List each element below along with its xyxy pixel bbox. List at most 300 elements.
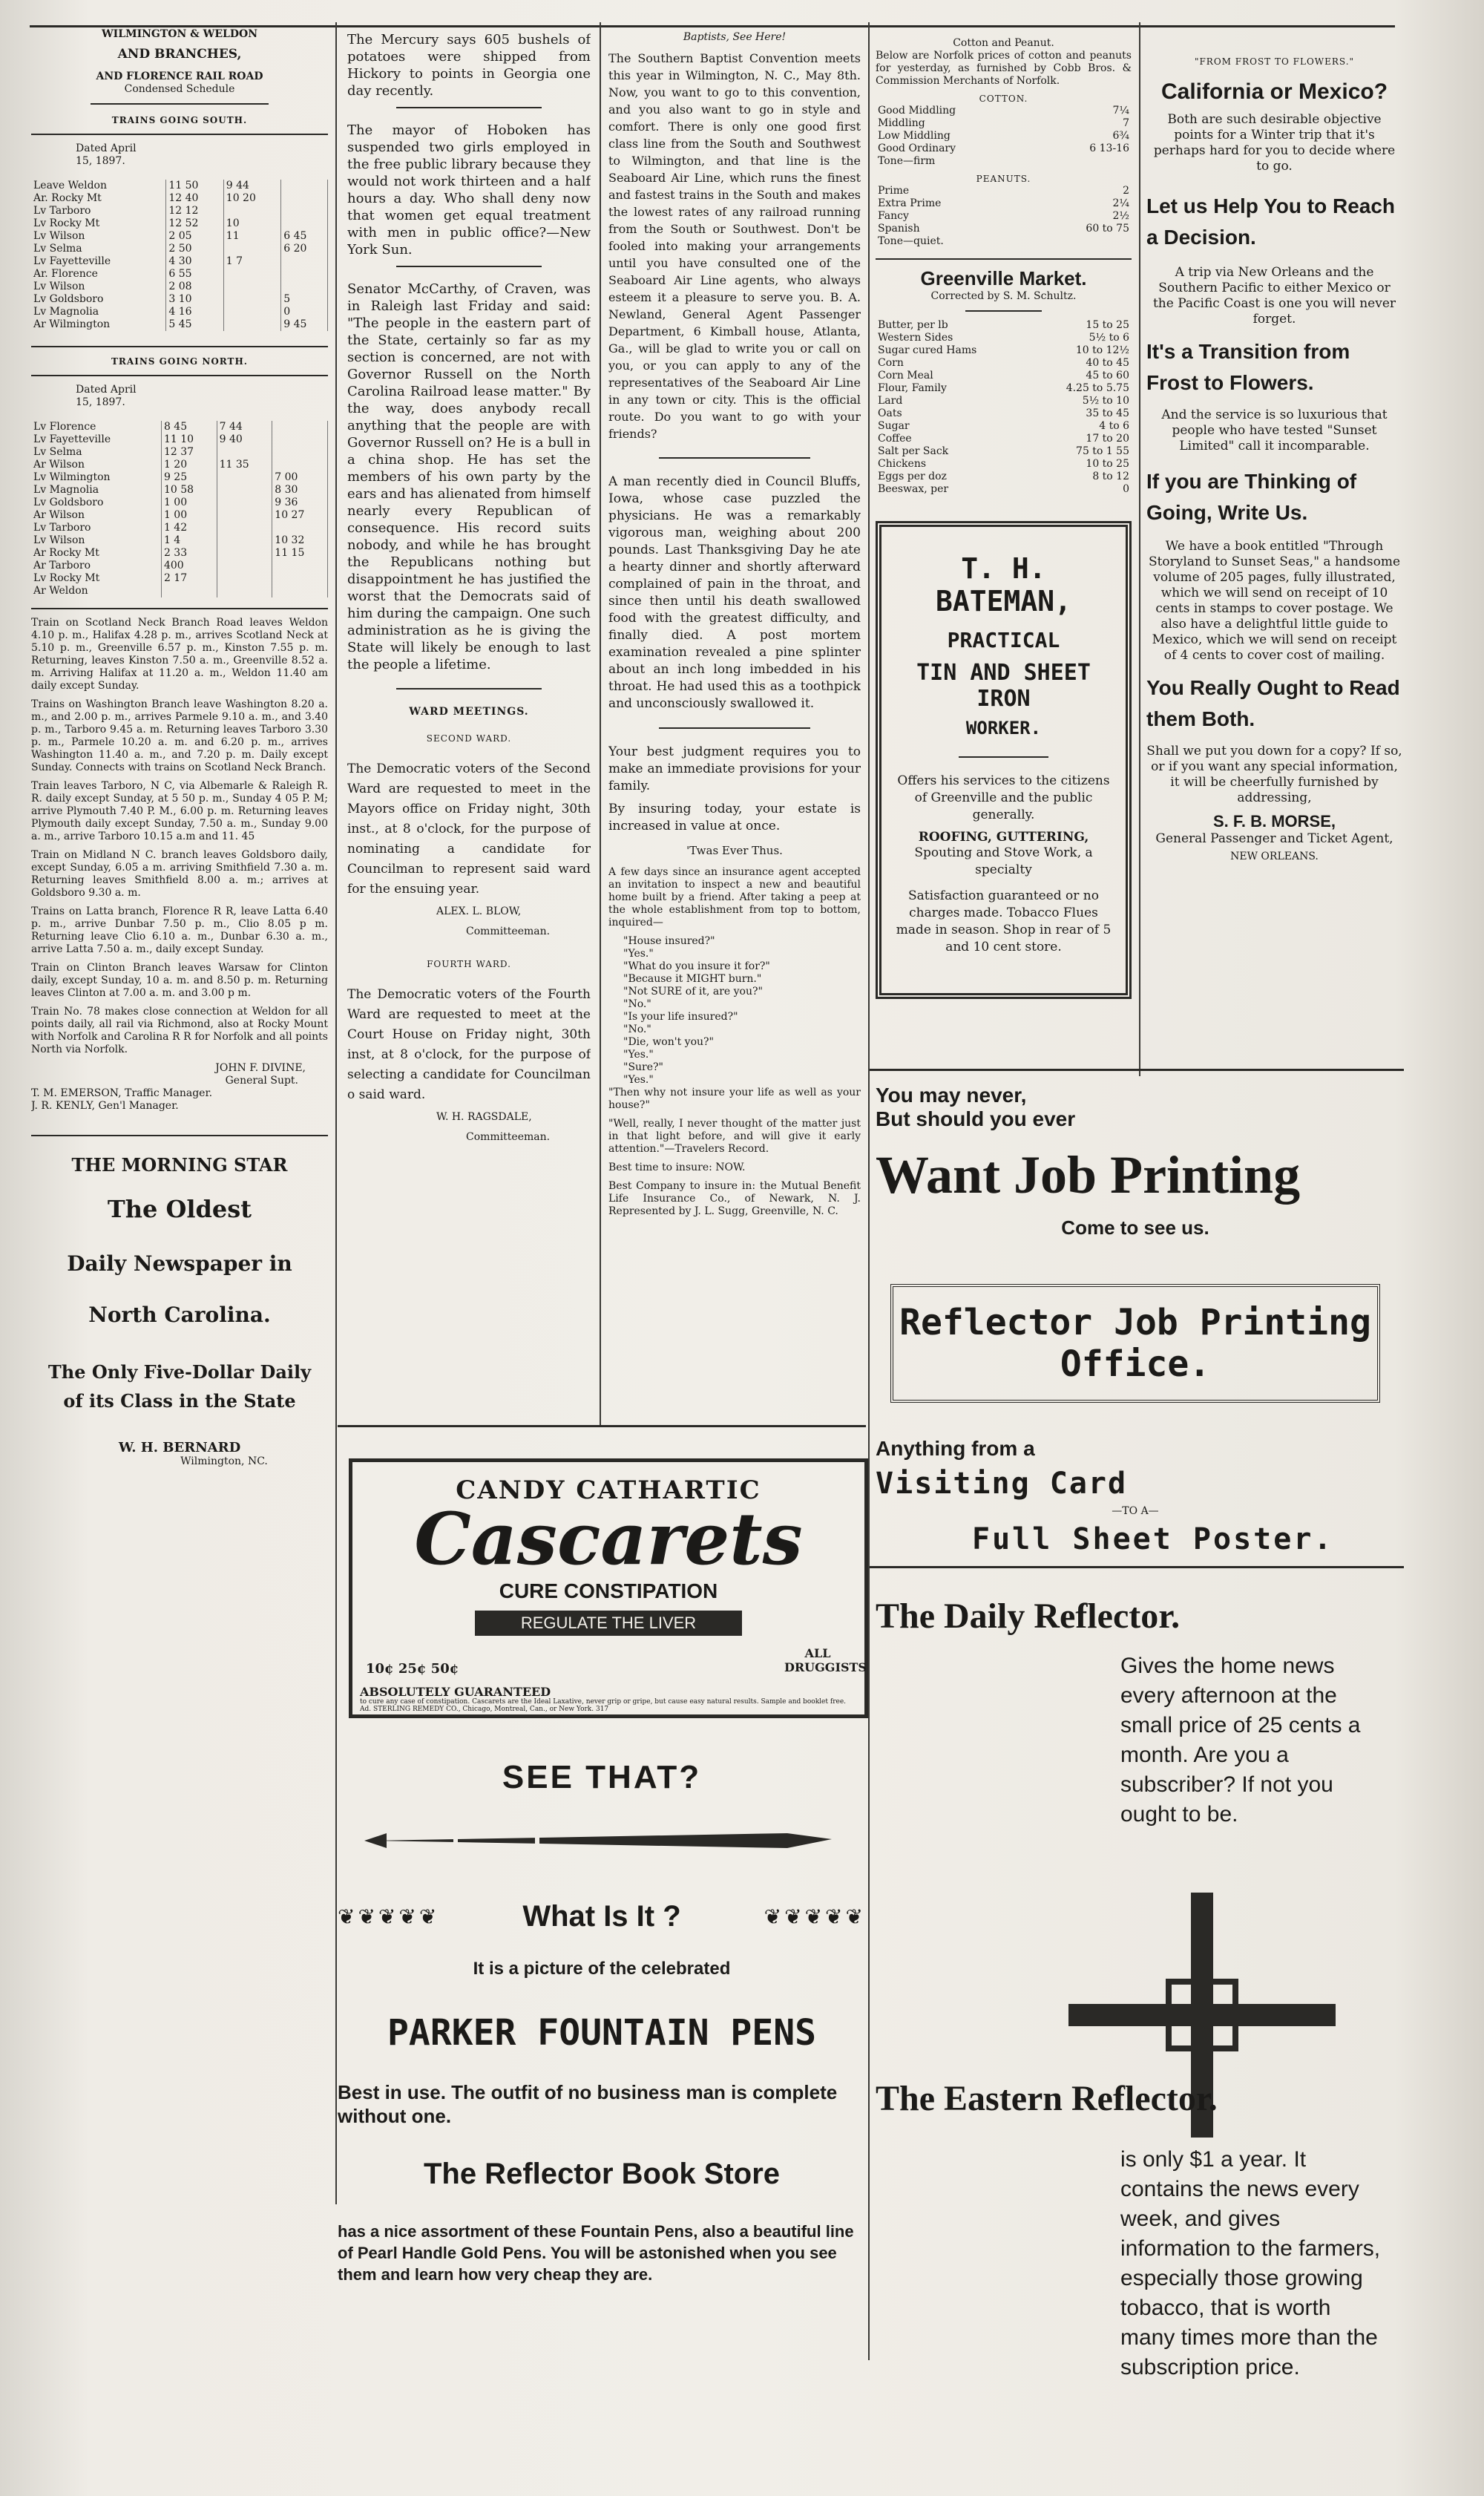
north-cell — [272, 572, 328, 585]
cotton-cell: Good Ordinary — [878, 143, 956, 154]
cotton-cell: 6¾ — [1112, 130, 1129, 142]
divider — [396, 107, 542, 108]
peanut-label: PEANUTS. — [976, 174, 1031, 184]
calif-para: Both are such desirable objective points for a Winter trip that it's perhaps hard for you to decide where to go. — [1153, 112, 1396, 174]
branch-notice: Trains on Washington Branch leave Washington 8.20 a. m., and 2.00 p. m., arrives Parmele 9.10 a. m., and 3.40 p. m., Tarboro 9.45 a. m. Returning leaves Tarboro 3.30 p. m., Parmele 10.20 a. m. and 6.20 p. m., arrives Washington 11.40 a. m., and 7.20 p. m. Daily except Sunday. Connects with trains on Scotland Neck Branch. — [31, 698, 328, 773]
dialog-line: "Sure?" — [623, 1061, 663, 1073]
fourth-ward-heading: FOURTH WARD. — [427, 959, 511, 969]
south-cell — [281, 217, 328, 230]
sig-kenly: J. R. KENLY, Gen'l Manager. — [31, 1100, 179, 1112]
divider — [31, 1135, 328, 1136]
greenville-cell: Corn Meal — [878, 370, 933, 381]
south-cell: Lv Goldsboro — [31, 293, 166, 306]
greenville-cell: Butter, per lb — [878, 319, 948, 331]
cotton-row — [876, 117, 1132, 130]
job-line1: You may never, — [876, 1084, 1027, 1107]
north-cell: 9 25 — [161, 471, 217, 484]
south-cell: 4 30 — [166, 255, 223, 268]
twas-end: "Then why not insure your life as well as your house?" — [608, 1087, 861, 1111]
job-printing-ad — [876, 1084, 1395, 1603]
south-row — [31, 243, 328, 255]
north-cell: 8 30 — [272, 484, 328, 497]
north-cell — [161, 585, 217, 597]
greenville-row — [876, 344, 1132, 357]
branch-notice: Train on Scotland Neck Branch Road leaves Weldon 4.10 p. m., Halifax 4.28 p. m., arrives Scotland Neck at 5.10 p. m., Greenville 6.57 p. m., Kinston 7.55 p. m. Returning, leaves Kinston 7.50 a. m., Greenville 8.52 a. m. Arriving Halifax at 11.20 a. m., Weldon 11.40 am daily except Sunday. — [31, 617, 328, 692]
job-want: Want Job Printing — [876, 1145, 1301, 1205]
north-cell: 8 45 — [161, 421, 217, 433]
greenville-cell: Sugar cured Hams — [878, 344, 977, 356]
north-cell: Ar Wilson — [31, 509, 161, 522]
greenville-cell: Flour, Family — [878, 382, 947, 394]
north-cell — [272, 585, 328, 597]
north-cell: 10 58 — [161, 484, 217, 497]
job-visiting: Visiting Card — [876, 1467, 1128, 1501]
greenville-cell: 5½ to 10 — [1082, 395, 1129, 407]
greenville-cell: 17 to 20 — [1086, 433, 1129, 445]
cotton-cell: 7¼ — [1112, 105, 1129, 117]
south-timetable — [31, 180, 328, 331]
south-cell — [223, 281, 280, 293]
column-rule — [600, 22, 601, 1425]
rr-schedule-label: Condensed Schedule — [124, 83, 235, 95]
column-rule — [335, 22, 337, 2204]
cotton-cell: 6 13-16 — [1089, 143, 1129, 154]
cascarets-candy: CANDY CATHARTIC — [456, 1475, 761, 1505]
eastern-para: is only $1 a year. It contains the news every week, and gives information to the farmers, especially those growing tobacco, that is worth many times more than the subscription price. — [1120, 2147, 1381, 2379]
south-heading: TRAINS GOING SOUTH. — [111, 115, 248, 125]
greenville-cell: Corn — [878, 357, 904, 369]
south-cell — [281, 180, 328, 192]
greenville-cell: 10 to 25 — [1086, 458, 1129, 470]
divider — [959, 756, 1048, 758]
greenville-row — [876, 471, 1132, 483]
south-cell: 3 10 — [166, 293, 223, 306]
greenville-cell: 15 to 25 — [1086, 319, 1129, 331]
cotton-cell: Low Middling — [878, 130, 951, 142]
dialog-line: "What do you insure it for?" — [623, 960, 770, 972]
greenville-cell: Lard — [878, 395, 903, 407]
railroad-column — [31, 22, 328, 2464]
greenville-sub: Corrected by S. M. Schultz. — [930, 290, 1077, 302]
north-cell — [217, 509, 272, 522]
peanut-row — [876, 185, 1132, 197]
north-cell: 2 17 — [161, 572, 217, 585]
north-row — [31, 522, 328, 534]
dialog-line: "No." — [623, 998, 651, 1010]
divider — [31, 375, 328, 376]
peanut-row — [876, 235, 1132, 248]
iowa-article: A man recently died in Council Bluffs, Iowa, whose case puzzled the physicians. He was a remarkably vigorous man, weighing about 200 pounds. Last Thanksgiving Day he ate a hearty dinner and shortly afterward complained of pain in the throat, and since then until his death swallowed food with the greatest difficulty, and finally died. A post mortem examination revealed a pine splinter about an inch long imbedded in his throat. He had used this as a toothpick and unconsciously swallowed it. — [608, 474, 861, 711]
bateman-name: T. H. BATEMAN, — [935, 552, 1072, 618]
south-cell — [281, 205, 328, 217]
divider — [91, 103, 269, 105]
south-cell — [223, 318, 280, 331]
southern-pacific-ad — [1146, 22, 1402, 1076]
trans-heading: It's a Transition from Frost to Flowers. — [1146, 340, 1350, 394]
trans-para: And the service is so luxurious that people who have tested "Sunset Limited" call it incomparable. — [1161, 407, 1388, 453]
greenville-row — [876, 420, 1132, 433]
twas-dialog — [608, 935, 861, 1087]
parker-see: SEE THAT? — [502, 1759, 702, 1795]
twas-heading: 'Twas Ever Thus. — [686, 844, 783, 857]
north-row — [31, 534, 328, 547]
branch-notice: Trains on Latta branch, Florence R R, leave Latta 6.40 p. m., arrive Dunbar 7.50 p. m., Clio 8.05 p m. Returning leave Clio 6.10 a. m., Dunbar 6.30 a. m., arrive Latta 7.50 a. m., daily except Sunday. — [31, 905, 328, 955]
peanut-cell: Spanish — [878, 223, 920, 235]
greenville-row — [876, 433, 1132, 445]
south-cell: Lv Magnolia — [31, 306, 166, 318]
greenville-cell: 4 to 6 — [1099, 420, 1129, 432]
peanut-row — [876, 197, 1132, 210]
north-cell: 1 4 — [161, 534, 217, 547]
news-column-2 — [347, 22, 591, 1418]
ought-para: Shall we put you down for a copy? If so, or if you want any special information, it will be cheerfully furnished by addressing, — [1146, 744, 1402, 805]
bateman-p2: ROOFING, GUTTERING, — [918, 830, 1089, 845]
south-cell: 10 20 — [223, 192, 280, 205]
north-row — [31, 547, 328, 560]
south-cell: 5 45 — [166, 318, 223, 331]
south-cell — [223, 243, 280, 255]
south-cell — [281, 255, 328, 268]
south-cell: Ar Wilmington — [31, 318, 166, 331]
divider — [876, 258, 1132, 260]
morse-title: General Passenger and Ticket Agent, — [1155, 831, 1393, 846]
daily-reflector: The Daily Reflector. — [876, 1596, 1181, 1636]
rr-title-b: AND BRANCHES, — [117, 47, 242, 62]
cascarets-prices: 10¢ 25¢ 50¢ — [366, 1661, 459, 1677]
north-cell: Lv Tarboro — [31, 522, 161, 534]
second-ward-notice: The Democratic voters of the Second Ward are requested to meet in the Mayors office on Friday night, 30th inst., at 8 o'clock, for the purpose of nominating a candidate for Councilman to represent said ward for the ensuing year. — [347, 761, 591, 897]
section-rule — [870, 1069, 1404, 1071]
ought-heading: You Really Ought to Read them Both. — [1146, 676, 1400, 730]
greenville-cell: Salt per Sack — [878, 445, 949, 457]
north-timetable — [31, 421, 328, 597]
cotton-cell: Middling — [878, 117, 925, 129]
think-para: We have a book entitled "Through Storyland to Sunset Seas," a handsome volume of 205 pages, fully illustrated, which we will send on receipt of 10 cents in stamps to cover postage. We also have a delightful little guide to Mexico, which we will send on receipt of 4 cents to cover cost of mailing. — [1148, 539, 1401, 663]
north-cell: 11 10 — [161, 433, 217, 446]
north-heading: TRAINS GOING NORTH. — [111, 356, 248, 367]
cotton-intro: Below are Norfolk prices of cotton and peanuts for yesterday, as furnished by Cobb Bros. & Commission Merchants of Norfolk. — [876, 50, 1132, 87]
north-cell: Ar Wilson — [31, 459, 161, 471]
branch-notice: Train leaves Tarboro, N C, via Albemarle & Raleigh R. R. daily except Sunday, at 5 50 p. m., Sunday 4 05 P. M; arrive Plymouth 7.40 P. M., 6.00 p. m. Returning leaves Plymouth daily except Sunday, 7.50 a. m., Sunday 9.00 a. m., arrive Tarboro 10.15 a.m and 11. 45 — [31, 780, 328, 842]
star-publisher: W. H. BERNARD — [118, 1440, 241, 1455]
south-cell — [223, 306, 280, 318]
fourth-ward-sig: W. H. RAGSDALE, — [436, 1111, 532, 1123]
greenville-row — [876, 370, 1132, 382]
north-cell — [217, 497, 272, 509]
cascarets-logo: Cascarets — [414, 1497, 803, 1581]
job-anything: Anything from a — [876, 1437, 1035, 1460]
north-cell — [272, 522, 328, 534]
south-cell: 6 45 — [281, 230, 328, 243]
north-cell — [217, 547, 272, 560]
help-para: A trip via New Orleans and the Southern Pacific to either Mexico or the Pacific Coast is one you will never forget. — [1152, 265, 1396, 327]
north-cell: Lv Wilmington — [31, 471, 161, 484]
peanut-cell: Tone—quiet. — [878, 235, 944, 247]
north-cell: Lv Wilson — [31, 534, 161, 547]
south-cell: 10 — [223, 217, 280, 230]
north-cell: 11 15 — [272, 547, 328, 560]
north-cell — [272, 446, 328, 459]
cotton-table — [876, 105, 1132, 168]
north-row — [31, 446, 328, 459]
north-row — [31, 471, 328, 484]
divider — [659, 727, 810, 729]
north-cell — [217, 560, 272, 572]
reflector-book-store: The Reflector Book Store — [423, 2158, 781, 2190]
section-rule — [338, 1425, 866, 1427]
section-rule — [870, 1566, 1404, 1568]
north-cell: 1 00 — [161, 509, 217, 522]
insurance-p2: By insuring today, your estate is increased in value at once. — [608, 802, 861, 833]
divider — [31, 608, 328, 609]
article-mccarthy: Senator McCarthy, of Craven, was in Raleigh last Friday and said: "The people in the eastern part of the State, certainly so far as my section is concerned, are not with Governor Russell on the North Carolina Railroad lease matter." By the way, does anybody recall anything that the people are with Governor Russell on? He is a bull in a china shop. He has set the members of his own party by the ears and has alienated from himself nearly every Republican of consequence. His record suits nobody, and while he has brought the Republicans nothing but disappointment he has justified the worst that the Democrats said of him during the campaign. One such administration as he is giving the State will likely be enough to last the people a lifetime. — [347, 281, 591, 672]
south-row — [31, 180, 328, 192]
cascarets-druggists: ALL DRUGGISTS — [784, 1646, 867, 1674]
job-to: —TO A— — [1112, 1505, 1159, 1517]
south-cell: Lv Selma — [31, 243, 166, 255]
greenville-row — [876, 332, 1132, 344]
fountain-pen-icon — [342, 1811, 861, 1870]
article-potatoes: The Mercury says 605 bushels of potatoes were shipped from Hickory to points in Georgia one day recently. — [347, 32, 591, 99]
north-row — [31, 484, 328, 497]
greenville-cell: Chickens — [878, 458, 927, 470]
star-line: The Only Five-Dollar Daily — [47, 1361, 312, 1383]
south-cell — [281, 268, 328, 281]
job-come: Come to see us. — [1061, 1216, 1209, 1239]
cotton-row — [876, 143, 1132, 155]
north-cell: 7 00 — [272, 471, 328, 484]
south-row — [31, 306, 328, 318]
dialog-line: "Because it MIGHT burn." — [623, 973, 762, 985]
eastern-reflector: The Eastern Reflector. — [876, 2079, 1218, 2118]
greenville-cell: 45 to 60 — [1086, 370, 1129, 381]
dialog-line: "Die, won't you?" — [623, 1036, 714, 1048]
divider — [965, 310, 1043, 312]
fourth-ward-notice: The Democratic voters of the Fourth Ward are requested to meet at the Court House on Friday night, 30th inst, at 8 o'clock, for the purpose of selecting a candidate for Councilman o said ward. — [347, 987, 591, 1102]
greenville-row — [876, 483, 1132, 496]
north-cell — [217, 484, 272, 497]
greenville-cell: 35 to 45 — [1086, 407, 1129, 419]
south-cell: Lv Fayetteville — [31, 255, 166, 268]
greenville-row — [876, 319, 1132, 332]
greenville-cell: 75 to 1 55 — [1076, 445, 1129, 457]
ornament-icon: ❦❦❦❦❦ — [338, 1904, 440, 1929]
south-cell: 4 16 — [166, 306, 223, 318]
peanut-row — [876, 210, 1132, 223]
greenville-row — [876, 382, 1132, 395]
cotton-heading: Cotton and Peanut. — [953, 37, 1054, 49]
north-cell: Lv Goldsboro — [31, 497, 161, 509]
north-cell: 9 36 — [272, 497, 328, 509]
dialog-line: "Not SURE of it, are you?" — [623, 986, 763, 998]
south-cell: Lv Wilson — [31, 230, 166, 243]
bateman-p1: Offers his services to the citizens of Greenville and the public generally. — [897, 773, 1110, 822]
south-row — [31, 205, 328, 217]
peanut-cell — [1028, 235, 1132, 248]
star-line: North Carolina. — [88, 1303, 271, 1327]
south-cell: 6 55 — [166, 268, 223, 281]
south-row — [31, 293, 328, 306]
job-poster: Full Sheet Poster. — [972, 1522, 1334, 1556]
job-line2: But should you ever — [876, 1107, 1076, 1130]
divider — [396, 688, 542, 689]
north-cell: 11 35 — [217, 459, 272, 471]
north-cell: 7 44 — [217, 421, 272, 433]
greenville-row — [876, 395, 1132, 407]
north-cell — [217, 585, 272, 597]
peanut-cell: Prime — [878, 185, 910, 197]
peanut-cell: 2¼ — [1112, 197, 1129, 209]
divider — [659, 457, 810, 459]
south-row — [31, 255, 328, 268]
greenville-heading: Greenville Market. — [920, 267, 1087, 289]
south-cell: Lv Wilson — [31, 281, 166, 293]
frost-heading: "FROM FROST TO FLOWERS." — [1194, 56, 1355, 67]
south-cell: 9 45 — [281, 318, 328, 331]
cotton-cell: Tone—firm — [878, 155, 936, 167]
south-cell — [223, 293, 280, 306]
greenville-cell: 0 — [1123, 483, 1129, 495]
help-heading: Let us Help You to Reach a Decision. — [1146, 194, 1396, 249]
cotton-row — [876, 105, 1132, 117]
greenville-cell: Western Sides — [878, 332, 953, 344]
north-row — [31, 433, 328, 446]
south-cell: Lv Tarboro — [31, 205, 166, 217]
north-cell — [217, 522, 272, 534]
south-cell — [281, 281, 328, 293]
north-cell — [272, 421, 328, 433]
greenville-cell: 5½ to 6 — [1089, 332, 1129, 344]
branch-notice: Train No. 78 makes close connection at Weldon for all points daily, all rail via Richmond, also at Rocky Mount with Norfolk and Carolina R R for Norfolk and all points North via Norfolk. — [31, 1006, 328, 1055]
insurance-p1: Your best judgment requires you to make an immediate provisions for your family. — [608, 744, 861, 793]
peanut-cell: 2 — [1123, 185, 1129, 197]
south-cell: 9 44 — [223, 180, 280, 192]
north-cell — [272, 433, 328, 446]
greenville-cell: Eggs per doz — [878, 471, 947, 482]
ward-heading: WARD MEETINGS. — [409, 706, 529, 718]
bateman-ad — [876, 521, 1132, 999]
south-row — [31, 217, 328, 230]
south-cell: 2 05 — [166, 230, 223, 243]
cascarets-guarantee: ABSOLUTELY GUARANTEED — [360, 1685, 551, 1699]
branch-notice: Train on Clinton Branch leaves Warsaw for Clinton daily, except Sunday, 10 a. m. and 8.50 p. m. Returning leaves Clinton at 7.00 a. m. and 3.00 p m. — [31, 962, 328, 999]
south-cell: 5 — [281, 293, 328, 306]
dialog-line: "Yes." — [623, 1074, 654, 1086]
greenville-cell: 10 to 12½ — [1075, 344, 1129, 356]
greenville-row — [876, 445, 1132, 458]
south-row — [31, 281, 328, 293]
greenville-row — [876, 407, 1132, 420]
north-cell: Ar Weldon — [31, 585, 161, 597]
column-rule — [1139, 22, 1140, 1076]
south-cell: 12 52 — [166, 217, 223, 230]
star-line: of its Class in the State — [63, 1390, 296, 1412]
news-column-3 — [608, 22, 861, 1418]
south-cell — [281, 192, 328, 205]
greenville-cell: Oats — [878, 407, 902, 419]
greenville-row — [876, 357, 1132, 370]
parker-pen-ad — [338, 1752, 866, 2420]
dialog-line: "Yes." — [623, 948, 654, 960]
branch-notices — [31, 617, 328, 1056]
greenville-cell: 4.25 to 5.75 — [1066, 382, 1129, 394]
north-cell: Lv Fayetteville — [31, 433, 161, 446]
greenville-cell: 8 to 12 — [1092, 471, 1129, 482]
south-cell: Ar. Rocky Mt — [31, 192, 166, 205]
calif-heading: California or Mexico? — [1160, 79, 1388, 104]
north-dated: Dated April 15, 1897. — [76, 384, 137, 408]
peanut-cell: Extra Prime — [878, 197, 942, 209]
north-cell: 1 42 — [161, 522, 217, 534]
north-cell: Lv Florence — [31, 421, 161, 433]
cotton-cell: Good Middling — [878, 105, 956, 117]
star-line: Daily Newspaper in — [67, 1251, 292, 1276]
star-line: The Oldest — [107, 1195, 252, 1223]
cascarets-cure: CURE CONSTIPATION — [499, 1579, 718, 1602]
north-cell: 10 32 — [272, 534, 328, 547]
baptists-article: The Southern Baptist Convention meets this year in Wilmington, N. C., May 8th. Now, you want to go to this convention, and you also want to go in style and comfort. There is only one good first class line from the South and Southwest to Wilmington, and that line is the Seaboard Air Line, which runs the finest and fastest trains in the South and makes the lowest rates of any railroad running from the South or Southwest. Don't be fooled into making your arrangements until you have consulted one of the Seaboard Air Line agents, who always esteem it a pleasure to serve you. B. A. Newland, General Agent Passenger Department, 6 Kimball house, Atlanta, Ga., will be glad to write you or call on you, or you can apply to any of the representatives of the Seaboard Air Line in any town or city. This is the official route. Do you want to go with your friends? — [608, 51, 861, 441]
market-column — [876, 22, 1132, 1076]
parker-best: Best in use. The outfit of no business man is complete without one. — [338, 2081, 838, 2127]
north-row — [31, 585, 328, 597]
north-row — [31, 572, 328, 585]
bateman-p4: Satisfaction guaranteed or no charges made. Tobacco Flues made in season. Shop in rear of 5 and 10 cent store. — [896, 888, 1112, 954]
north-cell — [217, 534, 272, 547]
peanut-cell: 2½ — [1112, 210, 1129, 222]
dialog-line: "Yes." — [623, 1049, 654, 1061]
fourth-ward-title: Committeeman. — [466, 1131, 551, 1143]
south-cell: Leave Weldon — [31, 180, 166, 192]
south-cell: 12 12 — [166, 205, 223, 217]
second-ward-sig: ALEX. L. BLOW, — [436, 905, 522, 917]
north-cell: Lv Magnolia — [31, 484, 161, 497]
parker-what: What Is It ? — [522, 1900, 681, 1933]
bateman-p3: Spouting and Stove Work, a specialty — [914, 845, 1093, 877]
cascarets-ad — [349, 1458, 868, 1718]
divider — [31, 134, 328, 135]
cotton-cell: 7 — [1123, 117, 1129, 129]
north-row — [31, 509, 328, 522]
morse-city: NEW ORLEANS. — [1230, 851, 1319, 862]
south-cell: 12 40 — [166, 192, 223, 205]
south-row — [31, 268, 328, 281]
sig-emerson: T. M. EMERSON, Traffic Manager. — [31, 1087, 213, 1099]
twas-end2: "Well, really, I never thought of the matter just in that light before, and will give it early attention."—Travelers Record. — [608, 1118, 861, 1155]
sig-divine: JOHN F. DIVINE, — [215, 1062, 306, 1074]
north-cell — [217, 446, 272, 459]
dialog-line: "No." — [623, 1023, 651, 1035]
north-cell: Ar Rocky Mt — [31, 547, 161, 560]
article-hoboken: The mayor of Hoboken has suspended two girls employed in the free public library because they would not work thirteen and a half hours a day. Who shall deny now that women get equal treatment with men in public office?—New York Sun. — [347, 122, 591, 258]
bateman-line: WORKER. — [965, 718, 1042, 738]
south-row — [31, 230, 328, 243]
north-cell: Lv Selma — [31, 446, 161, 459]
dialog-line: "House insured?" — [623, 935, 715, 947]
north-cell — [272, 459, 328, 471]
divider — [31, 346, 328, 347]
south-cell: 6 20 — [281, 243, 328, 255]
north-cell: 2 33 — [161, 547, 217, 560]
north-cell — [217, 471, 272, 484]
south-cell: 1 7 — [223, 255, 280, 268]
south-row — [31, 192, 328, 205]
mutual-benefit: Best Company to insure in: the Mutual Benefit Life Insurance Co., of Newark, N. J. Represented by J. L. Sugg, Greenville, N. C. — [608, 1180, 861, 1217]
north-cell: 9 40 — [217, 433, 272, 446]
cascarets-fineprint: to cure any case of constipation. Cascarets are the Ideal Laxative, never grip or gripe, but cause easy natural results. Sample and booklet free. Ad. STERLING REMEDY CO., Chicago, Montreal, Can., or New York. 317 — [360, 1698, 847, 1713]
star-city: Wilmington, NC. — [180, 1455, 268, 1467]
book-store-para: has a nice assortment of these Fountain Pens, also a beautiful line of Pearl Handle Gold Pens. You will be astonished when you see them and learn how very cheap they are. — [338, 2222, 854, 2284]
cotton-row — [876, 130, 1132, 143]
